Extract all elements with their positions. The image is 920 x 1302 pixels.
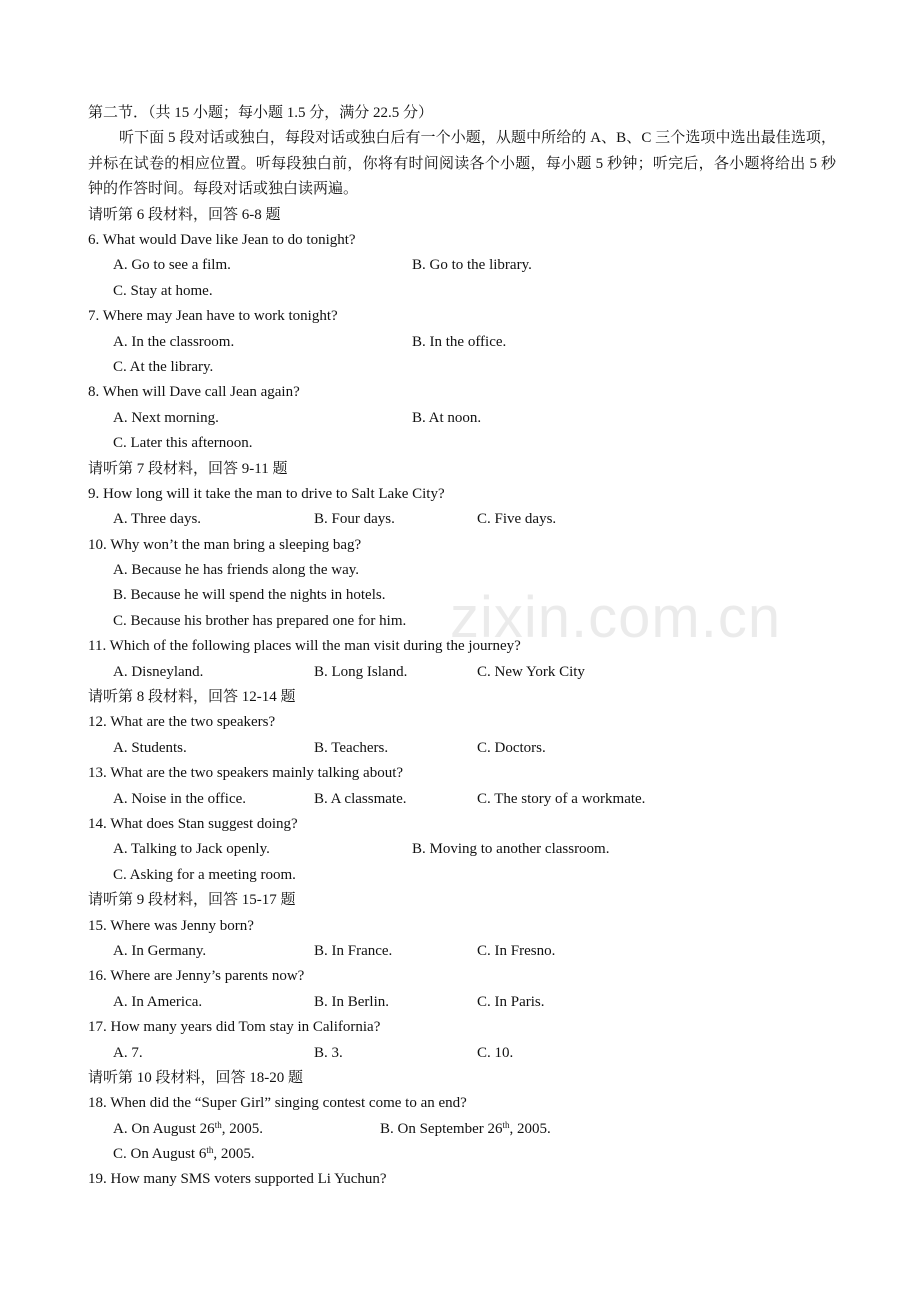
option-a: A. In Germany. [113, 942, 207, 959]
ordinal-suffix: th [214, 1119, 222, 1130]
ordinal-suffix: th [206, 1145, 214, 1156]
question-17: 17. How many years did Tom stay in California? [88, 1019, 381, 1036]
option-b: B. A classmate. [314, 790, 407, 807]
option-b: B. Four days. [314, 511, 395, 528]
option-b: B. Teachers. [314, 739, 389, 756]
intro-paragraph: 听下面 5 段对话或独白，每段对话或独白后有一个小题，从题中所给的 A、B、C 三个选项中选出最佳选项，并标在试卷的相应位置。听每段独白前，你将有时间阅读各个小题，每小题 5 秒钟；听完后，各小题将给出 5 秒钟的作答时间。每段对话或独白读两遍。 [88, 130, 836, 198]
question-8: 8. When will Dave call Jean again? [88, 384, 300, 401]
option-c: C. In Fresno. [477, 942, 556, 959]
option-a: A. Students. [113, 739, 187, 756]
options-row [88, 431, 836, 456]
options-row [88, 330, 836, 355]
options-row [88, 253, 836, 278]
option-c [113, 1142, 255, 1167]
question-12: 12. What are the two speakers? [88, 714, 276, 731]
option-a-year: , 2005. [221, 1120, 263, 1137]
question-13: 13. What are the two speakers mainly talking about? [88, 765, 404, 782]
option-c-year: , 2005. [213, 1146, 255, 1163]
option-a-text: A. On August 26 [113, 1120, 215, 1137]
option-b: B. At noon. [412, 409, 482, 426]
group-9-heading: 请听第 9 段材料，回答 15-17 题 [88, 892, 296, 909]
option-c: C. Asking for a meeting room. [113, 866, 296, 883]
option-c: C. Five days. [477, 511, 557, 528]
options-row [88, 837, 836, 862]
option-a: A. 7. [113, 1044, 143, 1061]
question-16: 16. Where are Jenny’s parents now? [88, 968, 305, 985]
group-10-heading: 请听第 10 段材料，回答 18-20 题 [88, 1069, 303, 1086]
option-a: A. Because he has friends along the way. [113, 562, 360, 579]
option-b: B. Go to the library. [412, 257, 532, 274]
question-19: 19. How many SMS voters supported Li Yuchun? [88, 1171, 387, 1188]
options-row [88, 863, 836, 888]
section-header: 第二节．（共 15 小题；每小题 1.5 分，满分 22.5 分） [88, 105, 434, 121]
option-a [113, 1117, 263, 1142]
question-9: 9. How long will it take the man to drive to Salt Lake City? [88, 485, 445, 502]
option-a: A. In the classroom. [113, 333, 235, 350]
option-c: C. New York City [477, 663, 585, 680]
option-b: B. Because he will spend the nights in hotels. [113, 587, 386, 604]
options-row [88, 406, 836, 431]
option-c: C. Because his brother has prepared one for him. [113, 612, 407, 629]
group-6-heading: 请听第 6 段材料，回答 6-8 题 [88, 206, 281, 223]
options-row [88, 583, 836, 608]
options-row [88, 736, 836, 761]
ordinal-suffix: th [502, 1119, 510, 1130]
option-b: B. In Berlin. [314, 993, 389, 1010]
options-row [88, 1041, 836, 1066]
options-row [88, 558, 836, 583]
group-8-heading: 请听第 8 段材料，回答 12-14 题 [88, 689, 296, 706]
option-c: C. 10. [477, 1044, 514, 1061]
options-row [88, 355, 836, 380]
group-7-heading: 请听第 7 段材料，回答 9-11 题 [88, 460, 288, 477]
option-c: C. In Paris. [477, 993, 545, 1010]
option-a: A. In America. [113, 993, 203, 1010]
options-row [88, 279, 836, 304]
option-a: A. Disneyland. [113, 663, 204, 680]
option-c: C. The story of a workmate. [477, 790, 646, 807]
option-c: C. At the library. [113, 358, 214, 375]
option-c: C. Doctors. [477, 739, 546, 756]
option-b-year: , 2005. [509, 1120, 551, 1137]
option-a: A. Three days. [113, 511, 202, 528]
question-15: 15. Where was Jenny born? [88, 917, 254, 934]
option-b: B. Long Island. [314, 663, 408, 680]
option-a: A. Talking to Jack openly. [113, 841, 270, 858]
option-b: B. In France. [314, 942, 393, 959]
options-row [88, 990, 836, 1015]
option-b: B. In the office. [412, 333, 507, 350]
question-10: 10. Why won’t the man bring a sleeping bag? [88, 536, 362, 553]
options-row [88, 1142, 836, 1167]
question-14: 14. What does Stan suggest doing? [88, 815, 298, 832]
option-a: A. Noise in the office. [113, 790, 247, 807]
question-11: 11. Which of the following places will the man visit during the journey? [88, 638, 521, 655]
options-row [88, 787, 836, 812]
options-row [88, 507, 836, 532]
option-b: B. 3. [314, 1044, 343, 1061]
options-row [88, 939, 836, 964]
options-row [88, 660, 836, 685]
question-18: 18. When did the “Super Girl” singing contest come to an end? [88, 1095, 467, 1112]
watermark: zixin.com.cn [450, 585, 782, 650]
question-6: 6. What would Dave like Jean to do tonight? [88, 232, 356, 248]
options-row [88, 609, 836, 634]
option-c: C. Stay at home. [113, 282, 213, 299]
option-b [380, 1117, 551, 1142]
exam-page [88, 101, 836, 1193]
option-c: C. Later this afternoon. [113, 435, 253, 452]
option-b: B. Moving to another classroom. [412, 841, 610, 858]
option-b-text: B. On September 26 [380, 1120, 503, 1137]
option-a: A. Go to see a film. [113, 257, 231, 274]
option-a: A. Next morning. [113, 409, 219, 426]
options-row [88, 1117, 836, 1142]
option-c-text: C. On August 6 [113, 1146, 207, 1163]
question-7: 7. Where may Jean have to work tonight? [88, 308, 338, 325]
